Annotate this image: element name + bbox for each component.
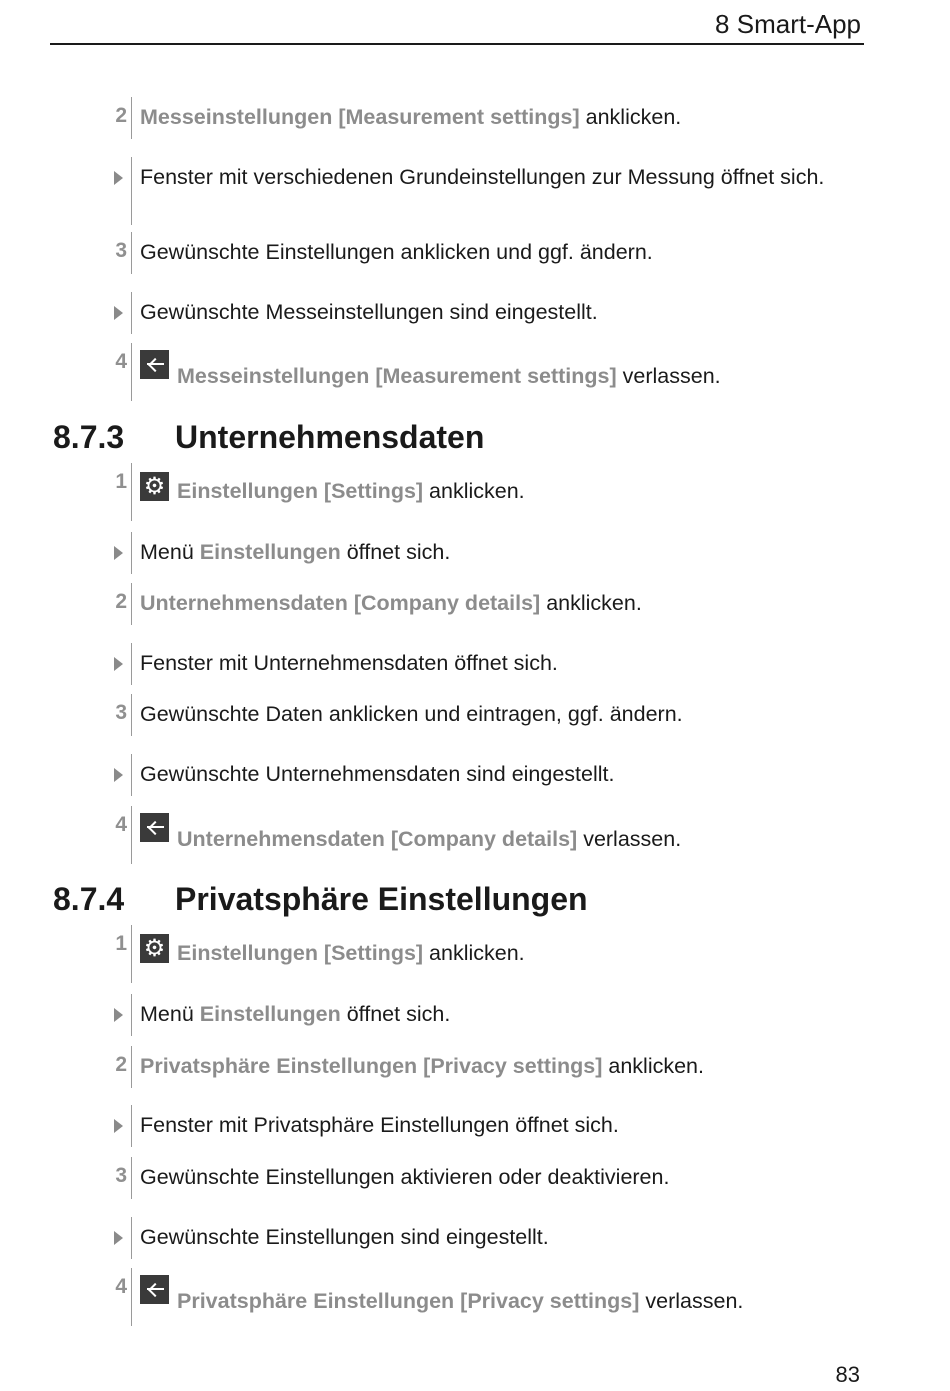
step-rule (131, 97, 132, 139)
result-1 (100, 539, 840, 567)
step-number: 3 (115, 701, 127, 724)
gear-icon: ⚙ (140, 934, 169, 963)
step-rule (131, 583, 132, 625)
step-number: 2 (115, 104, 127, 127)
result-arrow-icon (114, 306, 123, 320)
back-arrow-icon (140, 350, 169, 379)
step-4 (100, 1275, 840, 1319)
section-title: Privatsphäre Einstellungen (175, 881, 588, 917)
step-rule (131, 925, 132, 983)
step-rule (131, 754, 132, 796)
ui-reference: Einstellungen (199, 1002, 341, 1026)
back-arrow-icon (140, 1275, 169, 1304)
result-3 (100, 1224, 840, 1252)
result-text: Fenster mit Privatsphäre Einstellungen öffnet sich. (140, 1113, 619, 1137)
result-text: Fenster mit Unternehmensdaten öffnet sich. (140, 651, 558, 675)
step-2 (100, 104, 840, 132)
step-3 (100, 701, 840, 729)
step-text: Gewünschte Einstellungen anklicken und ggf. ändern. (140, 240, 653, 264)
step-text: Gewünschte Einstellungen aktivieren oder deaktivieren. (140, 1165, 670, 1189)
result-2 (100, 1112, 840, 1140)
step-number: 2 (115, 590, 127, 613)
step-number: 3 (115, 1164, 127, 1187)
step-rule (131, 806, 132, 864)
step-2 (100, 590, 840, 618)
result-arrow-icon (114, 1008, 123, 1022)
section-title: Unternehmensdaten (175, 419, 485, 455)
step-number: 3 (115, 239, 127, 262)
result-text: Gewünschte Messeinstellungen sind eingestellt. (140, 300, 598, 324)
step-text: Messeinstellungen [Measurement settings] verlassen. (140, 350, 840, 382)
step-text: Privatsphäre Einstellungen [Privacy settings] verlassen. (140, 1275, 840, 1307)
ui-reference: Privatsphäre Einstellungen [Privacy settings] (177, 1289, 640, 1313)
ui-reference: Messeinstellungen [Measurement settings] (177, 364, 617, 388)
page-header (50, 0, 864, 45)
ui-reference: Unternehmensdaten [Company details] (140, 591, 541, 615)
ui-reference: Einstellungen (199, 540, 341, 564)
step-number: 1 (115, 470, 127, 493)
result-arrow-icon (114, 1231, 123, 1245)
result-text: Gewünschte Unternehmensdaten sind eingestellt. (140, 762, 615, 786)
result-3 (100, 761, 840, 789)
step-number: 2 (115, 1053, 127, 1076)
step-text: Messeinstellungen [Measurement settings] anklicken. (140, 105, 682, 129)
result-arrow-icon (114, 768, 123, 782)
step-rule (131, 1046, 132, 1088)
ui-reference: Messeinstellungen [Measurement settings] (140, 105, 580, 129)
step-rule (131, 643, 132, 685)
result-2 (100, 650, 840, 678)
result-text: Fenster mit verschiedenen Grundeinstellungen zur Messung öffnet sich. (140, 165, 825, 189)
step-number: 1 (115, 932, 127, 955)
result-text: Menü Einstellungen öffnet sich. (140, 540, 451, 564)
step-2 (100, 1053, 840, 1081)
step-text: Unternehmensdaten [Company details] anklicken. (140, 591, 642, 615)
step-number: 4 (115, 1275, 127, 1298)
chapter-title: 8 Smart-App (715, 9, 861, 39)
result-arrow-icon (114, 1119, 123, 1133)
result-1 (100, 164, 840, 218)
result-text: Gewünschte Einstellungen sind eingestellt. (140, 1225, 549, 1249)
step-rule (131, 694, 132, 736)
step-3 (100, 1164, 840, 1192)
step-number: 4 (115, 813, 127, 836)
step-rule (131, 994, 132, 1036)
result-2 (100, 299, 840, 327)
step-rule (131, 292, 132, 334)
step-rule (131, 532, 132, 574)
step-text: ⚙ Einstellungen [Settings] anklicken. (140, 470, 840, 501)
back-arrow-icon (140, 813, 169, 842)
result-arrow-icon (114, 171, 123, 185)
step-1 (100, 932, 840, 976)
gear-icon: ⚙ (140, 472, 169, 501)
result-arrow-icon (114, 657, 123, 671)
result-1 (100, 1001, 840, 1029)
step-rule (131, 1157, 132, 1199)
step-number: 4 (115, 350, 127, 373)
step-1 (100, 470, 840, 514)
step-3 (100, 239, 840, 267)
step-rule (131, 1268, 132, 1326)
step-4 (100, 350, 840, 394)
step-text: ⚙ Einstellungen [Settings] anklicken. (140, 932, 840, 963)
ui-reference: Einstellungen [Settings] (177, 941, 424, 965)
result-text: Menü Einstellungen öffnet sich. (140, 1002, 451, 1026)
step-rule (131, 157, 132, 225)
step-rule (131, 232, 132, 274)
step-text: Privatsphäre Einstellungen [Privacy settings] anklicken. (140, 1054, 704, 1078)
step-rule (131, 1105, 132, 1147)
ui-reference: Einstellungen [Settings] (177, 479, 424, 503)
page-number: 83 (835, 1362, 860, 1387)
step-rule (131, 463, 132, 521)
ui-reference: Unternehmensdaten [Company details] (177, 827, 578, 851)
step-rule (131, 343, 132, 401)
result-arrow-icon (114, 546, 123, 560)
section-number: 8.7.4 (53, 881, 125, 917)
step-rule (131, 1217, 132, 1259)
section-number: 8.7.3 (53, 419, 125, 455)
ui-reference: Privatsphäre Einstellungen [Privacy settings] (140, 1054, 603, 1078)
step-4 (100, 813, 840, 857)
step-text: Gewünschte Daten anklicken und eintragen, ggf. ändern. (140, 702, 683, 726)
step-text: Unternehmensdaten [Company details] verlassen. (140, 813, 840, 845)
